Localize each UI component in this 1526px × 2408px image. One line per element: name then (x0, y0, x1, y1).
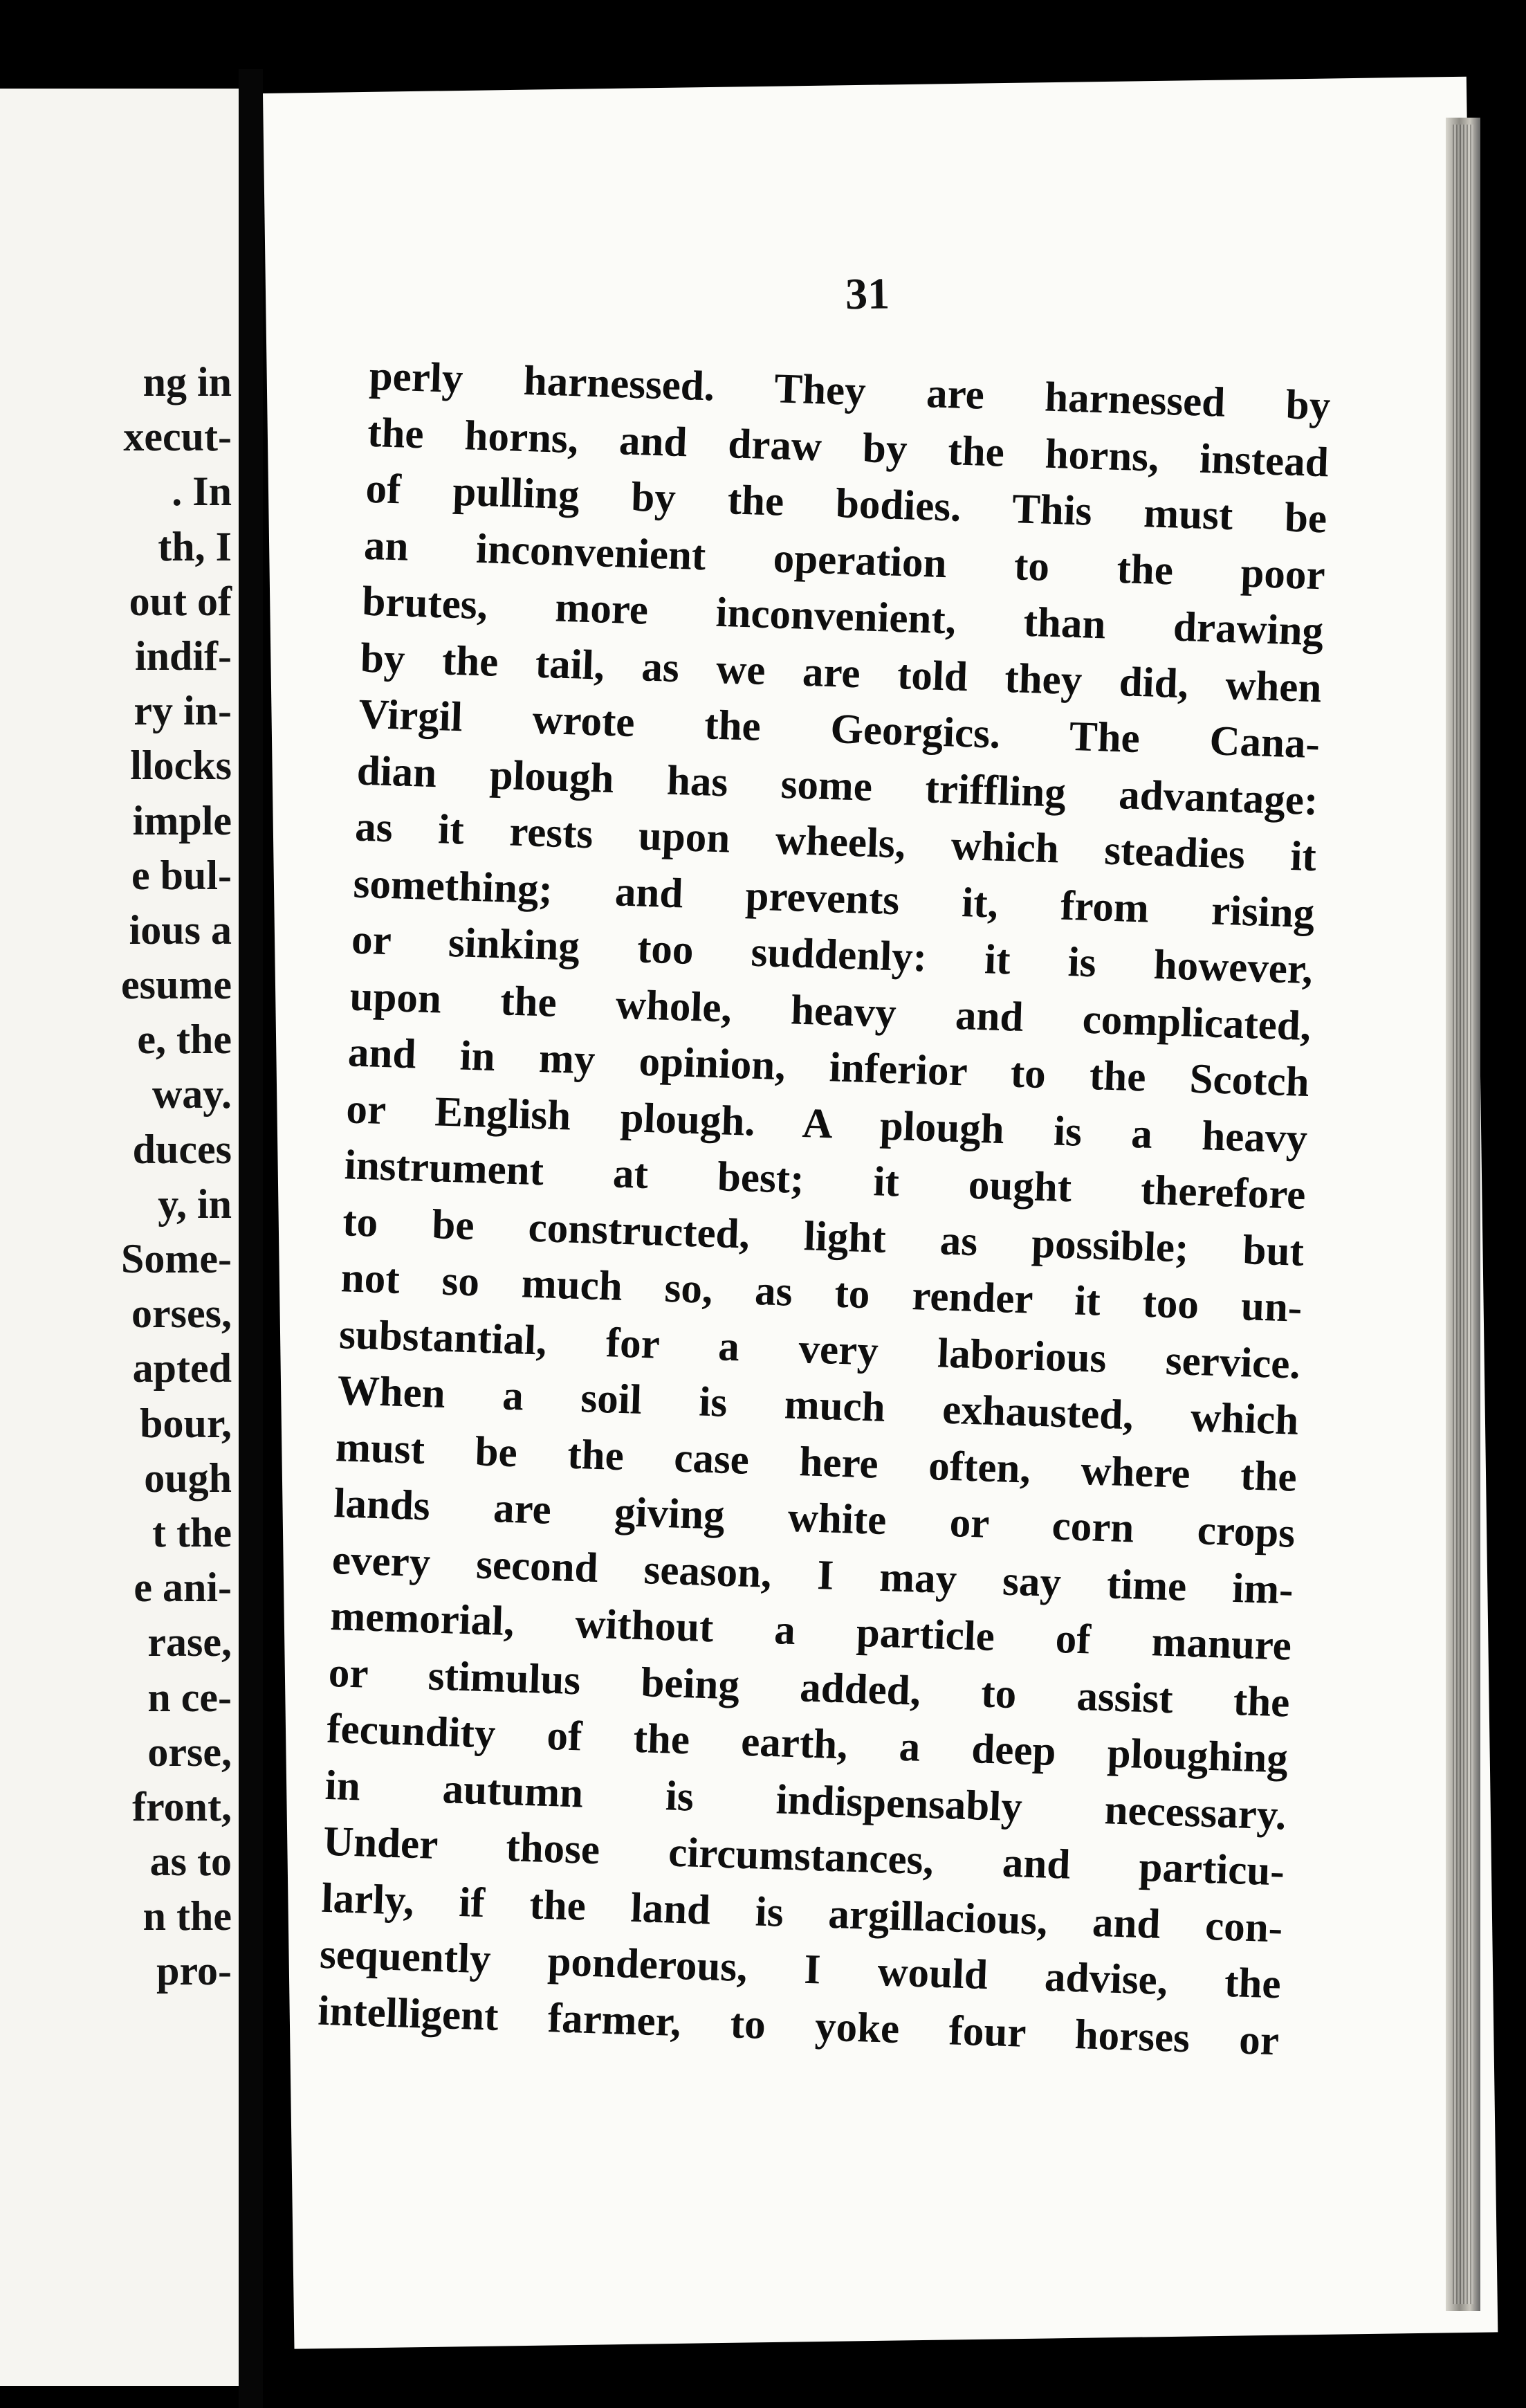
left-page-line: llocks (130, 742, 232, 789)
text-line: and in my opinion, inferior to the Scotch (347, 1029, 1310, 1106)
left-page-line: duces (132, 1126, 232, 1172)
left-page-line: front, (132, 1783, 232, 1830)
left-page-line: esume (121, 962, 232, 1008)
text-line: instrument at best; it ought therefore (343, 1142, 1307, 1219)
left-page-line: imple (132, 797, 232, 843)
text-line: or English plough. A plough is a heavy (345, 1085, 1308, 1162)
left-page-line: ious a (129, 906, 232, 953)
left-page-line: e, the (137, 1016, 232, 1063)
text-line: dian plough has some triffling advantage: (356, 747, 1319, 824)
left-page-line: ry in- (134, 688, 232, 734)
left-page-line: n the (143, 1893, 232, 1940)
text-line: perly harnessed. They are harnessed by (368, 352, 1332, 430)
text-line: the horns, and draw by the horns, instead (367, 409, 1330, 486)
left-page-line: th, I (158, 523, 232, 569)
left-page-line: orse, (147, 1729, 232, 1775)
text-line: of pulling by the bodies. This must be (365, 465, 1328, 542)
text-line: substantial, for a very laborious service. (338, 1311, 1301, 1388)
left-page-line: bour, (140, 1400, 232, 1446)
text-line: or stimulus being added, to assist the (327, 1649, 1291, 1726)
book-gutter (239, 69, 263, 2408)
text-line: When a soil is much exhausted, which (336, 1367, 1300, 1444)
left-page-line: indif- (134, 632, 232, 679)
left-page-line: as to (149, 1839, 232, 1885)
text-line: lands are giving white or corn crops (333, 1480, 1296, 1557)
text-line: not so much so, as to render it too un- (340, 1255, 1303, 1331)
text-line: in autumn is indispensably necessary. (324, 1762, 1287, 1839)
left-page-line: e ani- (134, 1565, 232, 1611)
left-page (0, 89, 239, 2386)
left-page-text (0, 355, 232, 1999)
right-page (263, 77, 1498, 2349)
left-page-line: apted (132, 1345, 232, 1392)
text-line: intelligent farmer, to yoke four horses or (317, 1987, 1280, 2064)
left-page-line: xecut- (123, 414, 232, 460)
left-page-line: Some- (121, 1236, 232, 1281)
text-line: memorial, without a particle of manure (329, 1592, 1292, 1670)
page-body-text (317, 348, 1331, 2069)
left-page-line: . In (172, 468, 232, 515)
page-edge-stripes (1453, 125, 1473, 2304)
left-page-line: ng in (143, 359, 232, 405)
left-page-line: ough (144, 1454, 232, 1501)
left-page-line: rase, (147, 1619, 232, 1666)
text-line: Virgil wrote the Georgics. The Cana- (358, 691, 1321, 768)
left-page-line: orses, (131, 1290, 232, 1337)
text-line: brutes, more inconvenient, than drawing (361, 578, 1325, 655)
text-line: by the tail, as we are told they did, when (360, 635, 1323, 711)
left-page-line: n ce- (147, 1674, 232, 1720)
text-line: sequently ponderous, I would advise, the (319, 1931, 1282, 2008)
text-line: to be constructed, light as possible; but (342, 1198, 1305, 1275)
text-line: something; and prevents it, from rising (352, 860, 1316, 937)
text-line: an inconvenient operation to the poor (363, 522, 1326, 599)
left-page-line: y, in (158, 1180, 232, 1227)
text-line: Under those circumstances, and particu- (322, 1818, 1285, 1895)
text-line: fecundity of the earth, a deep ploughing (326, 1705, 1289, 1782)
left-page-line: pro- (156, 1948, 232, 1994)
text-line: or sinking too suddenly: it is however, (351, 916, 1314, 994)
text-line: every second season, I may say time im- (331, 1536, 1294, 1614)
text-line: as it rests upon wheels, which steadies it (354, 803, 1317, 881)
text-line: must be the case here often, where the (335, 1423, 1298, 1501)
left-page-line: e bul- (131, 852, 232, 898)
left-page-line: way. (151, 1071, 232, 1118)
left-page-line: t the (152, 1509, 232, 1556)
page-number: 31 (845, 268, 890, 319)
text-line: larly, if the land is argillacious, and con- (320, 1875, 1284, 1951)
left-page-line: out of (129, 578, 232, 624)
text-line: upon the whole, heavy and complicated, (349, 972, 1312, 1050)
